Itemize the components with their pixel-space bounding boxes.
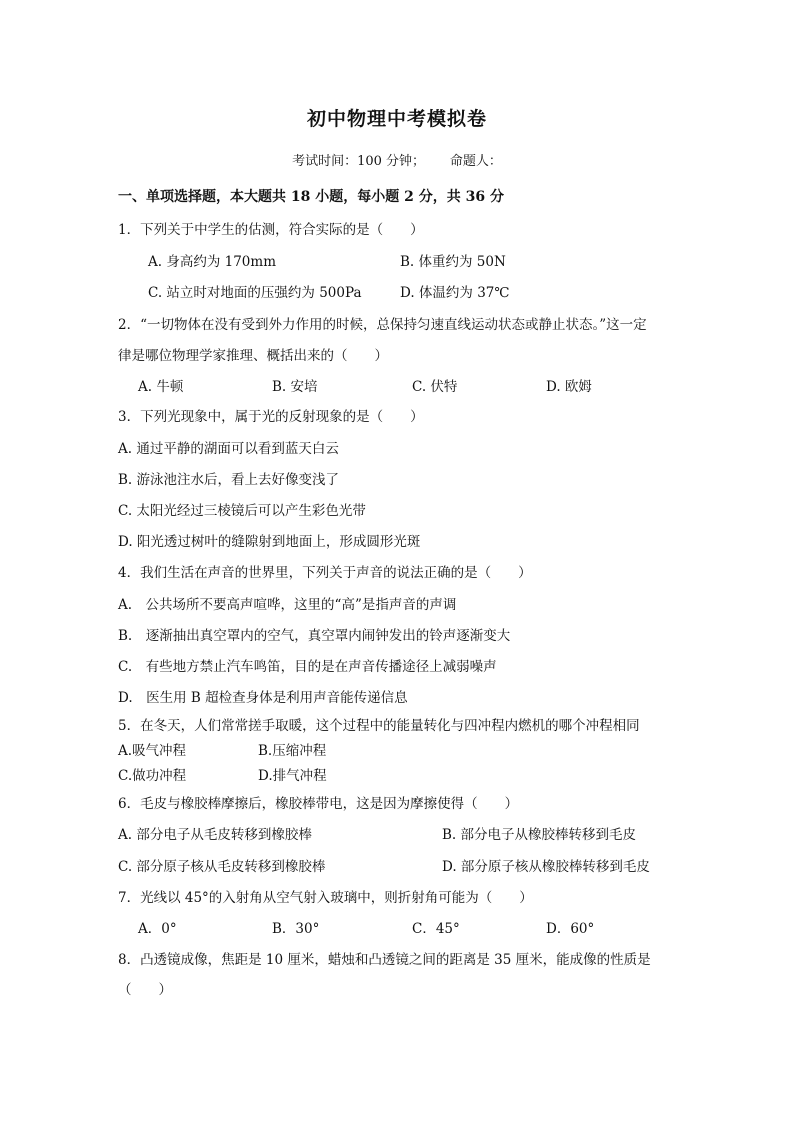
- option-d: D. 体温约为 37℃: [400, 285, 510, 301]
- option-b: B.压缩冲程: [258, 743, 327, 759]
- option-a: A. 身高约为 170mm: [148, 254, 276, 270]
- option-b: B. 体重约为 50N: [400, 254, 506, 270]
- setter-label: 命题人：: [449, 154, 502, 169]
- option-c: C. 部分原子核从毛皮转移到橡胶棒: [118, 859, 326, 875]
- exam-time: 考试时间：100 分钟；: [292, 154, 426, 169]
- question-stem-cont: （ ）: [118, 982, 172, 998]
- question-stem: 6．毛皮与橡胶棒摩擦后，橡胶棒带电，这是因为摩擦使得（ ）: [118, 796, 519, 812]
- option-a: A.吸气冲程: [118, 743, 187, 759]
- option-d: D. 医生用 B 超检查身体是利用声音能传递信息: [118, 690, 408, 706]
- option-c: C. 伏特: [412, 379, 458, 395]
- option-a: A. 公共场所不要高声喧哗，这里的“高”是指声音的声调: [118, 597, 457, 613]
- question-stem-cont: 律是哪位物理学家推理、概括出来的（ ）: [118, 348, 388, 364]
- option-c: C. 有些地方禁止汽车鸣笛，目的是在声音传播途径上减弱噪声: [118, 659, 497, 675]
- question-stem: 5．在冬天，人们常常搓手取暖，这个过程中的能量转化与四冲程内燃机的哪个冲程相同: [118, 718, 640, 734]
- question-stem: 1．下列关于中学生的估测，符合实际的是（ ）: [118, 222, 424, 238]
- option-b: B. 逐渐抽出真空罩内的空气，真空罩内闹钟发出的铃声逐渐变大: [118, 628, 511, 644]
- option-a: A. 部分电子从毛皮转移到橡胶棒: [118, 827, 312, 843]
- page-title: 初中物理中考模拟卷: [306, 108, 487, 130]
- option-b: B. 部分电子从橡胶棒转移到毛皮: [442, 827, 637, 843]
- option-d: D. 欧姆: [546, 379, 592, 395]
- question-stem: 4．我们生活在声音的世界里，下列关于声音的说法正确的是（ ）: [118, 565, 532, 581]
- option-c: C.做功冲程: [118, 768, 187, 784]
- option-c: C．45°: [412, 921, 460, 937]
- option-a: A．0°: [138, 921, 177, 937]
- option-c: C. 太阳光经过三棱镜后可以产生彩色光带: [118, 503, 366, 519]
- option-d: D. 部分原子核从橡胶棒转移到毛皮: [442, 859, 650, 875]
- question-stem: 7．光线以 45°的入射角从空气射入玻璃中，则折射角可能为（ ）: [118, 890, 533, 906]
- option-d: D.排气冲程: [258, 768, 327, 784]
- question-stem: 3．下列光现象中，属于光的反射现象的是（ ）: [118, 409, 424, 425]
- option-a: A. 通过平静的湖面可以看到蓝天白云: [118, 441, 339, 457]
- option-d: D. 阳光透过树叶的缝隙射到地面上，形成圆形光斑: [118, 534, 421, 550]
- option-b: B．30°: [272, 921, 320, 937]
- option-b: B. 游泳池注水后，看上去好像变浅了: [118, 472, 340, 488]
- option-c: C. 站立时对地面的压强约为 500Pa: [148, 285, 362, 301]
- option-d: D．60°: [546, 921, 595, 937]
- option-a: A. 牛顿: [138, 379, 184, 395]
- exam-meta: [0, 150, 794, 169]
- section-heading: 一、单项选择题，本大题共 18 小题，每小题 2 分，共 36 分: [118, 189, 504, 205]
- question-stem: 8．凸透镜成像，焦距是 10 厘米，蜡烛和凸透镜之间的距离是 35 厘米，能成像的性质是: [118, 952, 651, 968]
- question-stem: 2．“一切物体在没有受到外力作用的时候，总保持匀速直线运动状态或静止状态。”这一定: [118, 317, 647, 333]
- option-b: B. 安培: [272, 379, 318, 395]
